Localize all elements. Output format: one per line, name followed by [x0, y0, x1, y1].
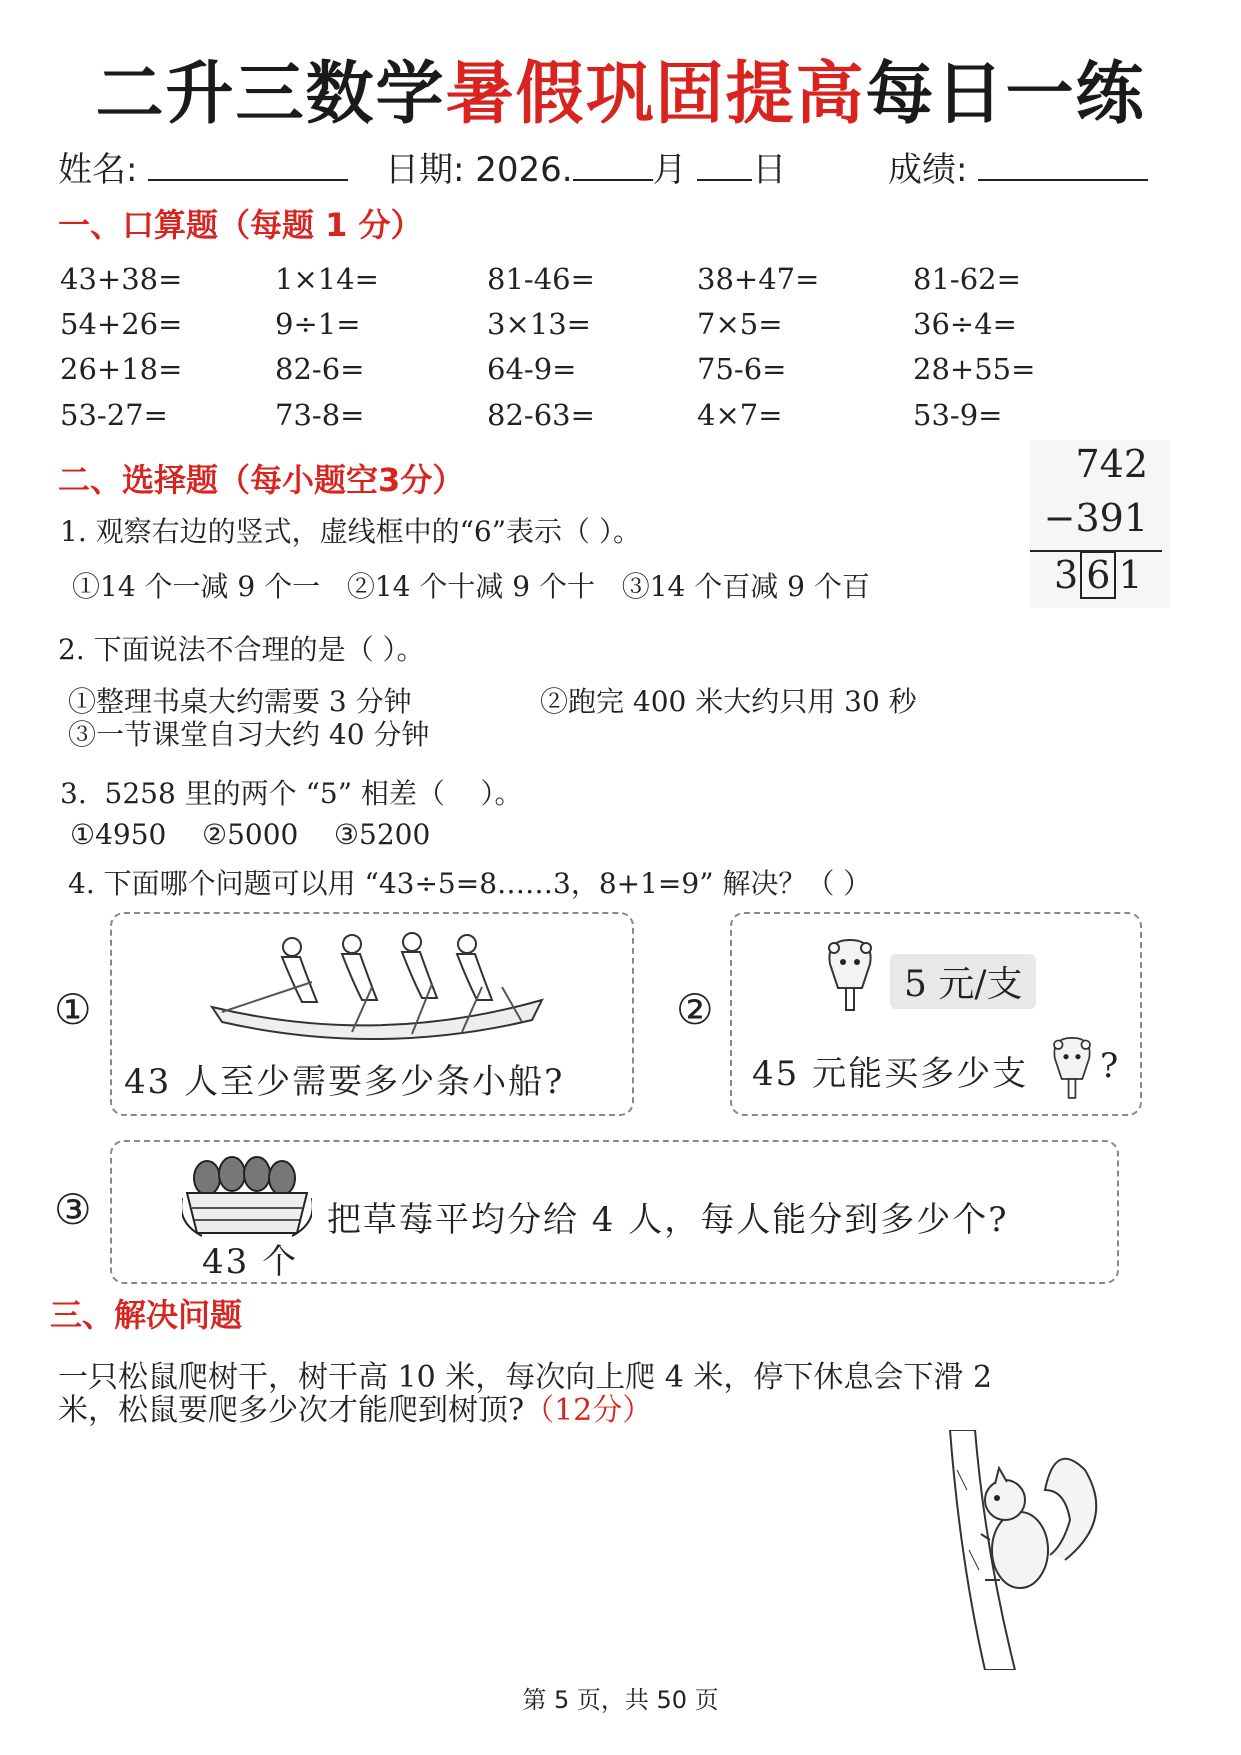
- day-blank[interactable]: [697, 151, 752, 181]
- calc-item: 9÷1=: [275, 307, 361, 341]
- calc-item: 7×5=: [697, 307, 783, 341]
- q2-opt2: ②跑完 400 米大约只用 30 秒: [540, 685, 917, 718]
- squirrel-on-tree-icon: [945, 1430, 1115, 1670]
- q4-choice3-marker: ③: [54, 1185, 92, 1234]
- q1-text: 1. 观察右边的竖式，虚线框中的“6”表示（ ）。: [60, 515, 641, 548]
- q4-box2[interactable]: [730, 912, 1142, 1116]
- score-field: [888, 142, 1148, 191]
- q4-choice1-marker: ①: [54, 985, 92, 1034]
- popsicle-icon-small: [1048, 1032, 1096, 1102]
- calc-item: 36÷4=: [913, 307, 1017, 341]
- day-label: 日: [752, 150, 787, 190]
- calc-item: 43+38=: [60, 262, 183, 296]
- vertical-minus: −391: [1043, 496, 1148, 540]
- calc-item: 53-9=: [913, 398, 1003, 432]
- section1-heading: 一、口算题（每题 1 分）: [58, 206, 423, 244]
- rowing-boat-icon: [202, 922, 552, 1042]
- section3-text-line2: [58, 1385, 652, 1429]
- q4-box1-text: 43 人至少需要多少条小船?: [124, 1062, 565, 1102]
- q4-box3[interactable]: [110, 1140, 1119, 1284]
- q4-text: 4. 下面哪个问题可以用 “43÷5=8……3，8+1=9” 解决？（ ）: [68, 867, 872, 900]
- q4-choice2-marker: ②: [676, 985, 714, 1034]
- page-footer: 第 5 页，共 50 页: [522, 1686, 719, 1714]
- calc-item: 82-63=: [487, 398, 595, 432]
- calc-item: 26+18=: [60, 352, 183, 386]
- name-field: [58, 142, 348, 191]
- vertical-subtraction: [1030, 440, 1170, 608]
- calc-item: 54+26=: [60, 307, 183, 341]
- q2-text: 2. 下面说法不合理的是（ ）。: [58, 633, 425, 666]
- result-tens-boxed: 6: [1080, 551, 1116, 599]
- calc-item: 73-8=: [275, 398, 365, 432]
- calc-item: 53-27=: [60, 398, 168, 432]
- title-part1: 二升三数学: [95, 55, 446, 134]
- q4-box1[interactable]: [110, 912, 634, 1116]
- calc-item: 81-46=: [487, 262, 595, 296]
- date-field: [385, 142, 786, 191]
- name-label: 姓名:: [58, 150, 138, 190]
- result-ones: 1: [1118, 553, 1143, 597]
- q4-box3-count: 43 个: [202, 1242, 299, 1282]
- calc-item: 1×14=: [275, 262, 379, 296]
- section3-text-line2-body: 米，松鼠要爬多少次才能爬到树顶?: [58, 1393, 525, 1428]
- popsicle-icon: [822, 934, 878, 1014]
- section2-heading: 二、选择题（每小题空3分）: [58, 461, 465, 499]
- q4-box3-text: 把草莓平均分给 4 人，每人能分到多少个?: [327, 1200, 1009, 1240]
- q1-options: ①14 个一减 9 个一 ②14 个十减 9 个十 ③14 个百减 9 个百: [72, 570, 870, 603]
- q3-options: ①4950 ②5000 ③5200: [70, 818, 431, 851]
- result-hundreds: 3: [1054, 553, 1079, 597]
- calc-item: 28+55=: [913, 352, 1036, 386]
- month-label: 月: [652, 150, 687, 190]
- section3-points: （12分）: [524, 1393, 653, 1428]
- calc-item: 81-62=: [913, 262, 1021, 296]
- vertical-result: [1054, 553, 1143, 597]
- vertical-top: 742: [1075, 442, 1148, 486]
- q3-text: 3. 5258 里的两个 “5” 相差（ ）。: [60, 777, 523, 810]
- title-part2: 暑假巩固提高: [445, 55, 866, 134]
- calc-item: 82-6=: [275, 352, 365, 386]
- q4-box2-text: 45 元能买多少支: [752, 1054, 1029, 1094]
- name-blank[interactable]: [148, 151, 348, 181]
- q2-opt1: ①整理书桌大约需要 3 分钟: [68, 685, 412, 718]
- score-label: 成绩:: [888, 150, 968, 190]
- strawberry-basket-icon: [182, 1148, 312, 1238]
- calc-item: 64-9=: [487, 352, 577, 386]
- price-label: 5 元/支: [890, 954, 1036, 1009]
- date-label: 日期: 2026.: [385, 150, 573, 190]
- section3-heading: 三、解决问题: [50, 1296, 243, 1334]
- calc-item: 3×13=: [487, 307, 591, 341]
- calc-item: 75-6=: [697, 352, 787, 386]
- title-part3: 每日一练: [865, 55, 1146, 134]
- calc-item: 38+47=: [697, 262, 820, 296]
- calc-item: 4×7=: [697, 398, 783, 432]
- month-blank[interactable]: [573, 151, 653, 181]
- q4-box2-question-mark: ?: [1100, 1046, 1121, 1086]
- q2-opt3: ③一节课堂自习大约 40 分钟: [68, 718, 430, 751]
- score-blank[interactable]: [978, 151, 1148, 181]
- section3-text-line1: 一只松鼠爬树干，树干高 10 米，每次向上爬 4 米，停下休息会下滑 2: [58, 1360, 993, 1395]
- page-title: [0, 40, 1241, 137]
